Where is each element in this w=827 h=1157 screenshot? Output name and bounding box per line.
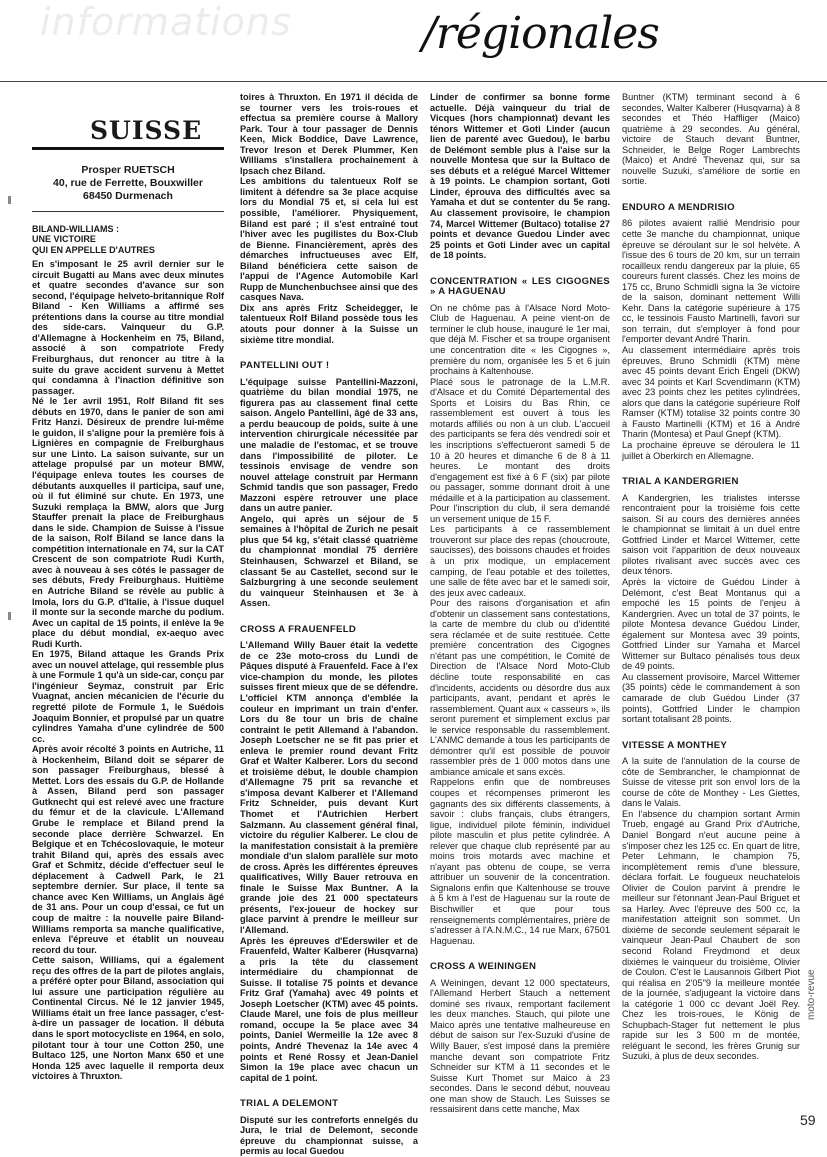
body-paragraph: Pour des raisons d'organisation et afin d'obtenir un classement sans contestations, la carte de membre du club ou d'identité sera réclamée et de suite restituée. Cette première concentration des Cigognes n'étant pas une compétition, le Comité de Direction de l'Alsace Nord Moto-Club décline toute responsabilité en cas d'incidents, accidents ou désordre dus aux participants, avant, pendant et après le rassemblement. Quant aux « casseurs », ils seront purement et simplement exclus par le service responsable du rassemblement. L'ANMC demande à tous les participants de démontrer qu'il est possible de pouvoir rassembler près de 1 000 motos dans une ambiance amicale et sans excès. xyxy=(430,598,610,777)
body-paragraph: En 1975, Biland attaque les Grands Prix avec un nouvel attelage, qui ressemble plus à une Formule 1 qu'à un side-car, conçu par l'ingénieur Seymaz, construit par Eric Vuagnat, ancien mécanicien de l'écurie du regretté pilote de Formule 1, le Suédois Joaquim Bonnier, et propulsé par un quatre cylindres Yamaha d'une cylindrée de 500 cc. xyxy=(32,649,224,744)
body-paragraph: Cette saison, Williams, qui a également reçu des offres de la part de pilotes anglais, a préféré opter pour Biland, association qui lui assure une participation régulière au Continental Circus. Né le 12 janvier 1945, Williams était un free lance passager, c'est-à-dire un passager de location. Il débuta dans le sport motocycliste en 1964, en solo, pilotant tour à tour une Cotton 250, une Bultaco 125, une Norton Manx 650 et une Honda 125 avec laquelle il remporta deux victoires à Thruxton. xyxy=(32,955,224,1082)
body-paragraph: En l'absence du champion sortant Armin Trueb, engagé au Grand Prix d'Autriche, Daniel Bongard n'eut aucune peine à s'imposer chez les 125 cc. En quart de litre, Peter Lehmann, le champion 75, incomplètement remis d'une blessure, déclara forfait. Le fougueux neuchatelois Olivier de Coulon parvint à prendre le meilleur sur l'étonnant Jean-Paul Briguet et sa Harley. Avec l'épreuve des 500 cc, la manifestation atteignit son sommet. Un dixième de seconde seulement séparait le vainqueur Jean-Paul Chaubert de son second Roland Freydmond et deux dixièmes le vainqueur du troisième, Olivier de Coulon. C'est le Lausannois Gilbert Piot qui réalisa en 2'05"9 la meilleure montée de la journée, s'adjugeant la victoire dans la catégorie 1 000 cc devant Joël Rey. Chez les trois-roues, le König de Schupbach-Stager fut nettement le plus rapide sur les 3 500 m de montée, reléguant le second, les frères Grunig sur Suzuki, à plus de deux secondes. xyxy=(622,808,800,1062)
column-3 xyxy=(430,92,610,1132)
magazine-name: moto-revue xyxy=(806,969,817,1020)
body-paragraph: Linder de confirmer sa bonne forme actuelle. Déjà vainqueur du trial de Vicques (hors championnat) devant les ténors Wittemer et Goti Linder (aucun lien de parenté avec Guedou), le barbu de Delémont semble plus à l'aise sur la nouvelle Montesa que sur la Bultaco de ses débuts et a relégué Marcel Wittemer à 19 points. Le champion sortant, Goti Linder, éprouva des difficultés avec sa Yamaha et dut se contenter du 5e rang. Au classement provisoire, le champion 74, Marcel Wittemer (Bultaco) totalise 27 points et devance Guedou Linder avec 25 points et Goti Linder avec un capital de 18 points. xyxy=(430,92,610,261)
column-2 xyxy=(240,92,418,1157)
country-title: SUISSE xyxy=(90,116,203,145)
body-paragraph: Au classement provisoire, Marcel Wittemer (35 points) cède le commandement à son camarade de club Guédou Linder (37 points), Gottfried Linder le champion sortant totalisant 28 points. xyxy=(622,671,800,725)
body-paragraph: L'Allemand Willy Bauer était la vedette de ce 23e moto-cross du Lundi de Pâques disputé à Frauenfeld. Face à l'ex vice-champion du monde, les pilotes suisses firent mieux que de se défendre. L'officiel KTM annonça d'emblée la couleur en imprimant un train d'enfer. Lors du 8e tour un bris de chaîne contraint le petit Allemand à l'abandon. Joseph Loetscher ne se fit pas prier et enleva le premier round devant Fritz Graf et Walter Kalberer. Lors du second et troisième début, le double champion d'Allemagne 75 prit sa revanche et s'imposa devant Kalberer et l'Allemand Fritz Schneider, puis devant Kurt Thomet et l'Autrichien Herbert Salzmann. Au classement général final, victoire du régulier Kalberer. Le clou de la manifestation consistait à la première mondiale d'un slalom parallèle sur moto de cross. Après les différentes épreuves qualificatives, Willy Bauer retrouva en finale le Suisse Max Buntner. A la grande joie des 21 000 spectateurs présents, l'ex-joueur de hockey sur glace parvint à prendre le meilleur sur l'Allemand. xyxy=(240,640,418,936)
body-paragraph: Buntner (KTM) terminant second à 6 secondes, Walter Kalberer (Husqvarna) à 8 secondes et Théo Haffliger (Maico) quatrième à 29 secondes. Au général, victoire de Stauch devant Buntner, Schneider, le Belge Roger Lambrechts (Maico) et André Thevenaz qui, sur sa nouvelle Suzuki, s'améliore de sortie en sortie. xyxy=(622,92,800,187)
body-paragraph: Né le 1er avril 1951, Rolf Biland fit ses débuts en 1970, dans le panier de son ami Fritz Hanzi. Désireux de prendre lui-même le guidon, il s'aligne pour la première fois à Lignières en compagnie de Freiburghaus sur une Linto. La saison suivante, sur un attelage propulsé par un moteur BMW, l'équipage enleva toutes les courses de débutants auxquelles il participa, sauf une, où il fut éliminé sur chute. En 1973, une Suzuki remplaça la BMW, alors que Jurg Stauffer prenait la place de Freiburghaus dans le side. Champion de Suisse à l'issue de la saison, Rolf Biland se lance dans la compétition internationale en 74, sur la CAT Crescent de son compatriote Rudi Kurth, avec à nouveau à ses côtés le passager de ses débuts, Fredy Freiburghaus. Huitième en Autriche Biland se révèle au public à Imola, lors du G.P. d'Italie, à l'issue duquel il monte sur la seconde marche du podium. Avec un capital de 15 points, il enlève la 9e place du début mondial, ex-aequo avec Rudi Kurth. xyxy=(32,396,224,649)
body-paragraph: Rappelons enfin que de nombreuses coupes et récompenses primeront les gagnants des six différents classements, à savoir : clubs français, clubs étrangers, ligue, individuel pilote féminin, individuel pilote masculin et plus petite cylindrée. A relever que chaque club représenté par au moins trois motards avec machine et n'ayant pas obtenu de coupe, se verra attribuer un souvenir de la concentration. Signalons enfin que Kaltenhouse se trouve à 5 km à l'est de Haguenau sur la route de Bischwiller et que pour tous renseignements complémentaires, prière de s'adresser à l'A.N.M.C., 14 rue Marx, 67501 Haguenau. xyxy=(430,777,610,946)
section-title: /régionales xyxy=(422,8,659,59)
body-paragraph: Au classement intermédiaire après trois épreuves, Bruno Schmidli (KTM) mène avec 45 points devant Erich Engeli (DKW) avec 34 points et Karl Scvendimann (KTM) avec 23 points chez les petites cylindrées, alors que dans la catégorie supérieure Rolf Ramser (KTM) totalise 32 points contre 30 à Fausto Martinelli (KTM) et 16 à André Tharin (Montesa) et Paul Gnepf (KTM). xyxy=(622,345,800,440)
body-paragraph: A la suite de l'annulation de la course de côte de Sembrancher, le championnat de Suisse de vitesse prit son envol lors de la course de côte de Monthey - Les Giettes, dans le Valais. xyxy=(622,756,800,809)
body-paragraph: Les ambitions du talentueux Rolf se limitent à défendre sa 3e place acquise lors du Mondial 75 et, si cela lui est possible, l'améliorer. Physiquement, Biland est paré ; il s'est entraîné tout l'hiver avec les pugilistes du Box-Club de Bienne. Financièrement, après des démarches infructueuses avec Elf, Biland bénéficiera cette saison de l'appui de l'Agence Automobile Karl Rupp de Munchenbuchsee ainsi que des casques Nava. xyxy=(240,176,418,303)
body-paragraph: Dix ans après Fritz Scheidegger, le talentueux Rolf Biland possède tous les atouts pour donner à la Suisse un sixième titre mondial. xyxy=(240,302,418,345)
body-paragraph: Placé sous le patronage de la L.M.R. d'Alsace et du Comité Départemental des Sports et Loisirs du Bas Rhin, ce rassemblement est ouvert à tous les motards affiliés ou non à un club. L'accueil des participants se fera dès vendredi soir et les inscriptions s'effectueront samedi 5 de 10 à 20 heures et dimanche 6 de 8 à 11 heures. Le montant des droits d'engagement est fixé à 6 F (six) par pilote ou passager, somme donnant droit à une médaille et à la participation au classement. Pour l'inscription du club, il sera demandé un versement unique de 15 F. xyxy=(430,376,610,524)
headline-line: UNE VICTOIRE xyxy=(32,234,96,245)
section-heading: PANTELLINI OUT ! xyxy=(240,360,330,372)
author-block xyxy=(32,164,224,203)
body-paragraph: En s'imposant le 25 avril dernier sur le circuit Bugatti au Mans avec deux minutes et quatre secondes d'avance sur son second, l'équipage helveto-britannique Rolf Biland - Ken Williams a affirmé ses prétentions dans la course au titre mondial des side-cars. Vainqueur du G.P. d'Allemagne à Hockenheim en 75, Biland, associé à son compatriote Fredy Freiburghaus, dut renoncer au titre à la suite du grave accident survenu à Mettet qui condamna à l'inaction définitive son passager. xyxy=(32,259,224,396)
body-paragraph: toires à Thruxton. En 1971 il décida de se tourner vers les trois-roues et effectua sa première course à Mallory Park. Tour à tour passager de Dennis Keen, Mick Boddice, Dave Lawrence, Trevor Ireson et Derek Plummer, Ken Williams s'installera prochainement à Ipsach chez Biland. xyxy=(240,92,418,176)
body-paragraph: On ne chôme pas à l'Alsace Nord Moto-Club de Haguenau. A peine vient-on de terminer le club house, inauguré le 1er mai, que déjà M. Fischer et sa troupe organisent une concentration dite « les Cigognes », première du nom, organisée les 5 et 6 juin prochains à Kaltenhouse. xyxy=(430,302,610,377)
body-paragraph: Après les épreuves d'Ederswiler et de Frauenfeld, Walter Kalberer (Husqvarna) a pris la tête du classement intermédiaire du championnat de Suisse. Il totalise 75 points et devance Fritz Graf (Yamaha) avec 49 points et Joseph Loetscher (KTM) avec 45 points. Claude Marel, une fois de plus meilleur romand, occupe la 5e place avec 34 points, Daniel Wermeille la 12e avec 8 points, André Thevenaz la 14e avec 4 points et René Rossy et Jean-Daniel Simon la 19e place avec chacun un capital de 1 point. xyxy=(240,935,418,1083)
body-paragraph: La prochaine épreuve se déroulera le 11 juillet à Oberkirch en Allemagne. xyxy=(622,439,800,461)
body-paragraph: Après avoir récolté 3 points en Autriche, 11 à Hockenheim, Biland doit se séparer de son passager Freiburghaus, blessé à Mettet. Lors des essais du G.P. de Hollande à Assen, Biland perd son passager Gutknecht qui est relevé avec une fracture du fémur et de la clavicule. L'Allemand Grube le remplace et Biland prend la seconde place derrière Schwarzel. En Belgique et en Tchécoslovaquie, le moteur trahit Biland qui, après des essais avec Graf et Schmitz, décide d'effectuer seul le déplacement à Cadwell Park, le 21 septembre dernier. Sur place, il tente sa chance avec Ken Williams, un Anglais âgé de 31 ans. Pour un coup d'essai, ce fut un coup de maître : la nouvelle paire Biland-Williams remporta sa manche qualificative, enleva l'épreuve et établit un nouveau record du tour. xyxy=(32,744,224,955)
section-heading: ENDURO A MENDRISIO xyxy=(622,201,735,213)
column-1 xyxy=(32,92,224,1132)
author-city: 68450 Durmenach xyxy=(83,189,173,202)
section-heading: CONCENTRATION « LES CIGOGNES » A HAGUENAU xyxy=(430,275,610,298)
headline-line: QUI EN APPELLE D'AUTRES xyxy=(32,244,155,255)
column-4 xyxy=(622,92,800,1132)
body-paragraph: Après la victoire de Guédou Linder à Delémont, c'est Beat Montanus qui a empoché les 15 points de l'enjeu à Kandergrien. Avec un total de 37 points, le pilote Montesa devance Guédou Linder, également sur Montesa avec 39 points, Gottfried Linder sur Yamaha et Marcel Wittemer sur Bultaco pénalisés tous deux de 49 points. xyxy=(622,576,800,672)
section-heading: TRIAL A DELEMONT xyxy=(240,1098,339,1110)
section-heading: CROSS A WEININGEN xyxy=(430,961,537,973)
section-heading: CROSS A FRAUENFELD xyxy=(240,623,357,635)
header-rule xyxy=(0,81,827,82)
author-street: 40, rue de Ferrette, Bouxwiller xyxy=(53,176,203,189)
article-headline xyxy=(32,224,224,256)
body-paragraph: Les participants à ce rassemblement trouveront sur place des repas (choucroute, saucisses), des boissons chaudes et froides à un prix modique, un emplacement camping, de l'eau potable et des toilettes, une salle de fête avec bar et le samedi soir, des jeux avec cadeaux. xyxy=(430,524,610,598)
ghost-header-text: informations xyxy=(40,0,292,44)
body-paragraph: A Kandergrien, les trialistes intersse rencontraient pour la troisième fois cette saison. Si au cours des dernières années le championnat se limitait à un duel entre Gottfried Linder et Marcel Wittemer, cette saison voit l'apparition de deux nouveaux pilotes rivalisant avec succès avec ces deux ténors. xyxy=(622,492,800,577)
body-paragraph: 86 pilotes avaient rallié Mendrisio pour cette 3e manche du championnat, unique épreuve se déroulant sur le sol helvète. A l'issue des 6 tours de 20 km, sur un terrain rocailleux rendu dangereux par la pluie, 65 coureurs furent classés. Chez les moins de 175 cc, Bruno Schmidli signa la 3e victoire de la saison, dominant nettement Willi Kehr. Dans la catégorie supérieure à 175 cc, le tessinois Fausto Martinelli, favori sur son terrain, dut s'employer à fond pour l'emporter devant André Tharin. xyxy=(622,218,800,345)
section-heading: TRIAL A KANDERGRIEN xyxy=(622,476,739,488)
body-paragraph: A Weiningen, devant 12 000 spectateurs, l'Allemand Herbert Stauch a nettement dominé ses rivaux, remportant facilement les deux manches. Stauch, qui pilote une Maico après une tentative malheureuse en début de saison sur l'ex-Suzuki d'usine de Willy Bauer, s'est imposé dans la première manche devant son compatriote Fritz Schneider sur KTM à 11 secondes et le Suisse Kurt Thomet sur Maico à 23 secondes. Dans le second début, nouveau one man show de Stauch. Les Suisses se ressaisirent dans cette manche, Max xyxy=(430,977,610,1115)
headline-line: BILAND-WILLIAMS : xyxy=(32,223,119,234)
body-paragraph: Angelo, qui après un séjour de 5 semaines à l'hôpital de Zurich ne pesait plus que 54 kg, s'était classé quatrième du championnat mondial 75 derrière Steinhausen, Schwarzel et Biland, se classant 5e au Castellet, second sur le Salzburgring à une seconde seulement du vainqueur Steinhausen et 3e à Assen. xyxy=(240,513,418,609)
page-number: 59 xyxy=(800,1112,816,1128)
body-paragraph: L'équipage suisse Pantellini-Mazzoni, quatrième du bilan mondial 1975, ne figurera pas au classement final cette saison. Angelo Pantellini, âgé de 33 ans, a perdu beaucoup de poids, suite à une intervention chirurgicale nécessitée par une maladie de l'estomac, et se trouve dans l'impossibilité de piloter. Le tessinois envisage de vendre son nouvel attelage construit par Hermann Schmid tandis que son passager, Fredo Mazzoni espère retrouver une place dans un autre panier. xyxy=(240,376,418,514)
margin-mark xyxy=(8,196,11,204)
section-heading: VITESSE A MONTHEY xyxy=(622,739,728,751)
author-rule xyxy=(32,211,224,212)
body-paragraph: Disputé sur les contreforts ennelgés du Jura, le trial de Delemont, seconde épreuve du championnat suisse, a permis au local Guedou xyxy=(240,1114,418,1157)
country-rule xyxy=(32,147,224,150)
author-name: Prosper RUETSCH xyxy=(81,163,175,176)
margin-mark xyxy=(8,612,11,620)
